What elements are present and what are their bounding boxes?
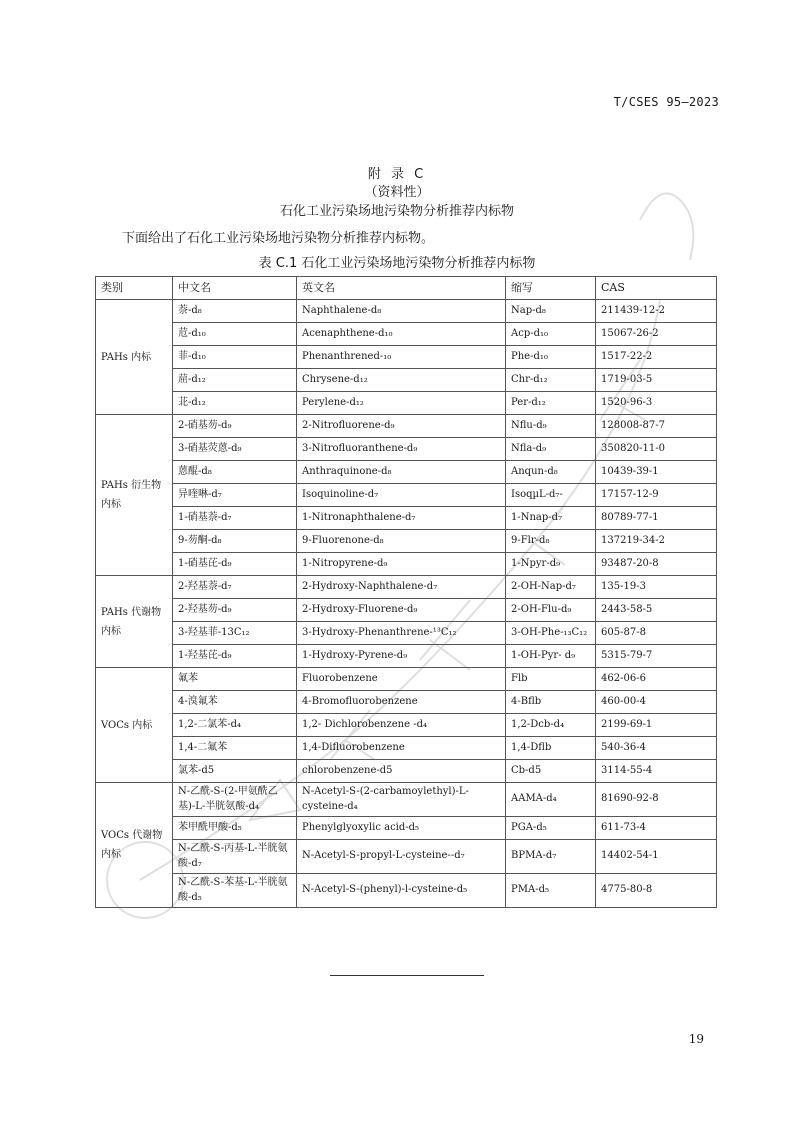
header-abbreviation: 缩写 xyxy=(506,277,596,300)
table-row xyxy=(96,323,717,346)
cas-cell: 3114-55-4 xyxy=(596,760,717,783)
chinese-name-cell: 1,4-二氟苯 xyxy=(173,737,297,760)
table-body xyxy=(96,300,717,908)
abbreviation-cell: Acp-d₁₀ xyxy=(506,323,596,346)
chinese-name-cell: N-乙酰-S-(2-甲氨酰乙基)-L-半胱氨酸-d₄ xyxy=(173,783,297,817)
english-name-cell: N-Acetyl-S-(2-carbamoylethyl)-L-cysteine-d₄ xyxy=(297,783,506,817)
table-row xyxy=(96,599,717,622)
cas-cell: 1719-03-5 xyxy=(596,369,717,392)
english-name-cell: chlorobenzene-d5 xyxy=(297,760,506,783)
chinese-name-cell: 氟苯 xyxy=(173,668,297,691)
english-name-cell: Naphthalene-d₈ xyxy=(297,300,506,323)
english-name-cell: 1-Nitropyrene-d₉ xyxy=(297,553,506,576)
english-name-cell: 3-Nitrofluoranthene-d₉ xyxy=(297,438,506,461)
chinese-name-cell: 1-硝基萘-d₇ xyxy=(173,507,297,530)
abbreviation-cell: Per-d₁₂ xyxy=(506,392,596,415)
table-row xyxy=(96,714,717,737)
abbreviation-cell: Nfla-d₉ xyxy=(506,438,596,461)
category-cell: VOCs 代谢物内标 xyxy=(96,783,173,908)
english-name-cell: 2-Hydroxy-Fluorene-d₉ xyxy=(297,599,506,622)
cas-cell: 1520-96-3 xyxy=(596,392,717,415)
table-row xyxy=(96,760,717,783)
abbreviation-cell: PGA-d₅ xyxy=(506,817,596,840)
cas-cell: 14402-54-1 xyxy=(596,840,717,874)
cas-cell: 350820-11-0 xyxy=(596,438,717,461)
cas-cell: 462-06-6 xyxy=(596,668,717,691)
english-name-cell: 9-Fluorenone-d₈ xyxy=(297,530,506,553)
chinese-name-cell: 2-羟基芴-d₉ xyxy=(173,599,297,622)
chinese-name-cell: 3-羟基菲-13C₁₂ xyxy=(173,622,297,645)
header-category: 类别 xyxy=(96,277,173,300)
table-row xyxy=(96,392,717,415)
document-code: T/CSES 95—2023 xyxy=(613,95,719,109)
chinese-name-cell: N-乙酰-S-丙基-L-半胱氨酸-d₇ xyxy=(173,840,297,874)
table-row xyxy=(96,737,717,760)
table-row xyxy=(96,668,717,691)
cas-cell: 2199-69-1 xyxy=(596,714,717,737)
cas-cell: 460-00-4 xyxy=(596,691,717,714)
table-row xyxy=(96,645,717,668)
chinese-name-cell: 苊-d₁₀ xyxy=(173,323,297,346)
english-name-cell: 2-Nitrofluorene-d₉ xyxy=(297,415,506,438)
table-row xyxy=(96,622,717,645)
chinese-name-cell: 2-羟基萘-d₇ xyxy=(173,576,297,599)
footer-divider xyxy=(330,975,484,976)
english-name-cell: Perylene-d₁₂ xyxy=(297,392,506,415)
english-name-cell: 3-Hydroxy-Phenanthrene-¹³C₁₂ xyxy=(297,622,506,645)
table-row xyxy=(96,461,717,484)
english-name-cell: Fluorobenzene xyxy=(297,668,506,691)
cas-cell: 17157-12-9 xyxy=(596,484,717,507)
table-row xyxy=(96,530,717,553)
abbreviation-cell: Nap-d₈ xyxy=(506,300,596,323)
annex-letter: 附 录 C xyxy=(367,167,427,182)
table-row xyxy=(96,369,717,392)
table-row xyxy=(96,840,717,874)
abbreviation-cell: 2-OH-Flu-d₉ xyxy=(506,599,596,622)
cas-cell: 93487-20-8 xyxy=(596,553,717,576)
abbreviation-cell: AAMA-d₄ xyxy=(506,783,596,817)
cas-cell: 15067-26-2 xyxy=(596,323,717,346)
english-name-cell: 1,2- Dichlorobenzene -d₄ xyxy=(297,714,506,737)
table-row xyxy=(96,484,717,507)
cas-cell: 5315-79-7 xyxy=(596,645,717,668)
english-name-cell: 1,4-Difluorobenzene xyxy=(297,737,506,760)
cas-cell: 135-19-3 xyxy=(596,576,717,599)
english-name-cell: 2-Hydroxy-Naphthalene-d₇ xyxy=(297,576,506,599)
abbreviation-cell: 1,2-Dcb-d₄ xyxy=(506,714,596,737)
cas-cell: 540-36-4 xyxy=(596,737,717,760)
abbreviation-cell: Chr-d₁₂ xyxy=(506,369,596,392)
header-cas: CAS xyxy=(596,277,717,300)
table-caption: 表 C.1 石化工业污染场地污染物分析推荐内标物 xyxy=(258,256,536,271)
internal-standards-table xyxy=(95,276,717,908)
chinese-name-cell: 1-羟基芘-d₉ xyxy=(173,645,297,668)
cas-cell: 605-87-8 xyxy=(596,622,717,645)
table-row xyxy=(96,438,717,461)
chinese-name-cell: 蒽醌-d₈ xyxy=(173,461,297,484)
annex-title: 石化工业污染场地污染物分析推荐内标物 xyxy=(279,204,514,219)
cas-cell: 137219-34-2 xyxy=(596,530,717,553)
chinese-name-cell: 1,2-二氯苯-d₄ xyxy=(173,714,297,737)
abbreviation-cell: 1-Nnap-d₇ xyxy=(506,507,596,530)
table-row xyxy=(96,346,717,369)
cas-cell: 611-73-4 xyxy=(596,817,717,840)
english-name-cell: Phenanthrened-₁₀ xyxy=(297,346,506,369)
annex-kind: （资料性） xyxy=(364,185,430,200)
abbreviation-cell: 2-OH-Nap-d₇ xyxy=(506,576,596,599)
table-row xyxy=(96,300,717,323)
english-name-cell: Isoquinoline-d₇ xyxy=(297,484,506,507)
cas-cell: 80789-77-1 xyxy=(596,507,717,530)
abbreviation-cell: 4-Bflb xyxy=(506,691,596,714)
abbreviation-cell: 1-OH-Pyr- d₉ xyxy=(506,645,596,668)
category-cell: PAHs 代谢物内标 xyxy=(96,576,173,668)
chinese-name-cell: 萘-d₈ xyxy=(173,300,297,323)
chinese-name-cell: 9-芴酮-d₈ xyxy=(173,530,297,553)
english-name-cell: N-Acetyl-S-propyl-L-cysteine--d₇ xyxy=(297,840,506,874)
english-name-cell: Anthraquinone-d₈ xyxy=(297,461,506,484)
abbreviation-cell: Cb-d5 xyxy=(506,760,596,783)
abbreviation-cell: Anqun-d₈ xyxy=(506,461,596,484)
abbreviation-cell: IsoqµL-d₇- xyxy=(506,484,596,507)
abbreviation-cell: Phe-d₁₀ xyxy=(506,346,596,369)
table-row xyxy=(96,874,717,908)
english-name-cell: 1-Hydroxy-Pyrene-d₉ xyxy=(297,645,506,668)
english-name-cell: 1-Nitronaphthalene-d₇ xyxy=(297,507,506,530)
abbreviation-cell: 9-Flr-d₈ xyxy=(506,530,596,553)
abbreviation-cell: BPMA-d₇ xyxy=(506,840,596,874)
cas-cell: 211439-12-2 xyxy=(596,300,717,323)
chinese-name-cell: 苯甲酰甲酸-d₅ xyxy=(173,817,297,840)
table-row xyxy=(96,783,717,817)
cas-cell: 128008-87-7 xyxy=(596,415,717,438)
table-row xyxy=(96,576,717,599)
table-header-row xyxy=(96,277,717,300)
abbreviation-cell: Flb xyxy=(506,668,596,691)
abbreviation-cell: 1-Npyr-d₉ xyxy=(506,553,596,576)
cas-cell: 10439-39-1 xyxy=(596,461,717,484)
intro-paragraph: 下面给出了石化工业污染场地污染物分析推荐内标物。 xyxy=(122,231,435,246)
category-cell: PAHs 衍生物内标 xyxy=(96,415,173,576)
cas-cell: 4775-80-8 xyxy=(596,874,717,908)
table-row xyxy=(96,817,717,840)
table-row xyxy=(96,553,717,576)
english-name-cell: Acenaphthene-d₁₀ xyxy=(297,323,506,346)
chinese-name-cell: 1-硝基芘-d₉ xyxy=(173,553,297,576)
header-chinese-name: 中文名 xyxy=(173,277,297,300)
page-number: 19 xyxy=(688,1032,704,1046)
chinese-name-cell: 苝-d₁₂ xyxy=(173,392,297,415)
chinese-name-cell: 菲-d₁₀ xyxy=(173,346,297,369)
cas-cell: 2443-58-5 xyxy=(596,599,717,622)
chinese-name-cell: 3-硝基荧蒽-d₉ xyxy=(173,438,297,461)
english-name-cell: Phenylglyoxylic acid-d₅ xyxy=(297,817,506,840)
header-english-name: 英文名 xyxy=(297,277,506,300)
cas-cell: 1517-22-2 xyxy=(596,346,717,369)
abbreviation-cell: Nflu-d₉ xyxy=(506,415,596,438)
english-name-cell: 4-Bromofluorobenzene xyxy=(297,691,506,714)
chinese-name-cell: 异喹啉-d₇ xyxy=(173,484,297,507)
chinese-name-cell: 2-硝基芴-d₉ xyxy=(173,415,297,438)
abbreviation-cell: 3-OH-Phe-₁₃C₁₂ xyxy=(506,622,596,645)
cas-cell: 81690-92-8 xyxy=(596,783,717,817)
table-row xyxy=(96,507,717,530)
english-name-cell: N-Acetyl-S-(phenyl)-l-cysteine-d₅ xyxy=(297,874,506,908)
category-cell: VOCs 内标 xyxy=(96,668,173,783)
chinese-name-cell: N-乙酰-S-苯基-L-半胱氨酸-d₅ xyxy=(173,874,297,908)
abbreviation-cell: PMA-d₅ xyxy=(506,874,596,908)
chinese-name-cell: 氯苯-d5 xyxy=(173,760,297,783)
table-row xyxy=(96,691,717,714)
table-row xyxy=(96,415,717,438)
abbreviation-cell: 1,4-Dflb xyxy=(506,737,596,760)
chinese-name-cell: 䓛-d₁₂ xyxy=(173,369,297,392)
english-name-cell: Chrysene-d₁₂ xyxy=(297,369,506,392)
category-cell: PAHs 内标 xyxy=(96,300,173,415)
chinese-name-cell: 4-溴氟苯 xyxy=(173,691,297,714)
